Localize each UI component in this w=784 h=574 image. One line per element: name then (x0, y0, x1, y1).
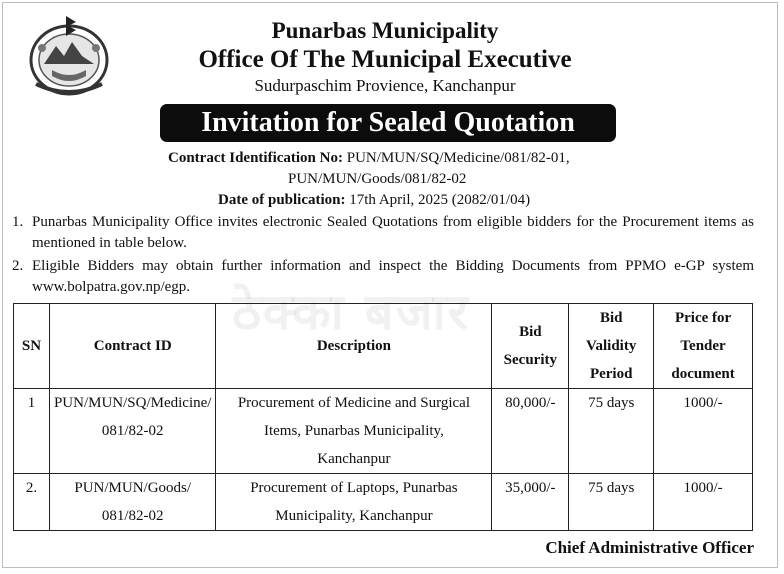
cell-line: 081/82-02 (101, 508, 164, 524)
cell-line: PUN/MUN/Goods/ (74, 480, 192, 496)
paragraph-text: Punarbas Municipality Office invites electronic Sealed Quotations from eligible bidders for the Procurement items as mentioned in table below. (32, 214, 754, 251)
cell-line: Kanchanpur (317, 451, 391, 467)
municipality-name: Punarbas Municipality (271, 18, 499, 43)
cell-line: PUN/MUN/SQ/Medicine/ (53, 395, 212, 411)
cell-sn: 2. (14, 474, 50, 531)
header-sn: SN (14, 304, 50, 389)
table-header-row (14, 304, 753, 389)
header-bid-validity (569, 304, 654, 389)
publication-date-value: 17th April, 2025 (2082/01/04) (349, 192, 531, 208)
watermark: ठेक्का बजार (232, 283, 471, 341)
government-emblem-icon (22, 14, 116, 98)
header-description: Description (216, 304, 492, 389)
cell-line: Items, Punarbas Municipality, (263, 423, 444, 439)
paragraph-number: 1. (12, 214, 24, 230)
cell-description (216, 474, 492, 531)
cell-bid-security: 80,000/- (492, 389, 569, 474)
cell-line: 081/82-02 (101, 423, 164, 439)
cell-price: 1000/- (654, 389, 753, 474)
publication-date-label: Date of publication: (218, 192, 346, 208)
table-row (14, 474, 753, 531)
table-row (14, 389, 753, 474)
cell-contract-id (49, 474, 216, 531)
paragraph-1 (12, 212, 754, 254)
cell-contract-id (49, 389, 216, 474)
quotation-table (13, 303, 753, 531)
header-bid-security-line: Bid (519, 324, 542, 340)
signatory-title: Chief Administrative Officer (545, 538, 754, 557)
header-bid-security-line: Security (503, 352, 557, 368)
cell-validity: 75 days (569, 474, 654, 531)
header-price (654, 304, 753, 389)
header-bid-security (492, 304, 569, 389)
header-contract-id: Contract ID (49, 304, 216, 389)
header-price-line: document (671, 366, 735, 382)
cell-bid-security: 35,000/- (492, 474, 569, 531)
contract-id-label: Contract Identification No: (168, 150, 343, 166)
contract-id-value-1: PUN/MUN/SQ/Medicine/081/82-01, (346, 150, 570, 166)
publication-date-line (218, 192, 530, 209)
cell-validity: 75 days (569, 389, 654, 474)
cell-sn: 1 (14, 389, 50, 474)
cell-price: 1000/- (654, 474, 753, 531)
cell-line: Procurement of Laptops, Punarbas (250, 480, 458, 496)
header-price-line: Tender (680, 338, 726, 354)
header-validity-line: Bid (599, 310, 623, 326)
cell-line: Procurement of Medicine and Surgical (237, 395, 470, 411)
cell-line: Municipality, Kanchanpur (275, 508, 433, 524)
paragraph-number: 2. (12, 258, 24, 274)
header-validity-line: Validity (586, 338, 637, 354)
contract-id-line-1 (168, 150, 570, 167)
office-name: Office Of The Municipal Executive (198, 46, 572, 73)
contract-id-value-2: PUN/MUN/Goods/081/82-02 (288, 171, 467, 187)
office-address: Sudurpaschim Provience, Kanchanpur (254, 76, 516, 95)
notice-title-banner: Invitation for Sealed Quotation (160, 104, 616, 142)
paragraph-text: Eligible Bidders may obtain further information and inspect the Bidding Documents from PPMO e-GP system www.bolpatra.gov.np/egp. (32, 258, 754, 295)
header-validity-line: Period (589, 366, 633, 382)
header-price-line: Price for (674, 310, 732, 326)
cell-description (216, 389, 492, 474)
